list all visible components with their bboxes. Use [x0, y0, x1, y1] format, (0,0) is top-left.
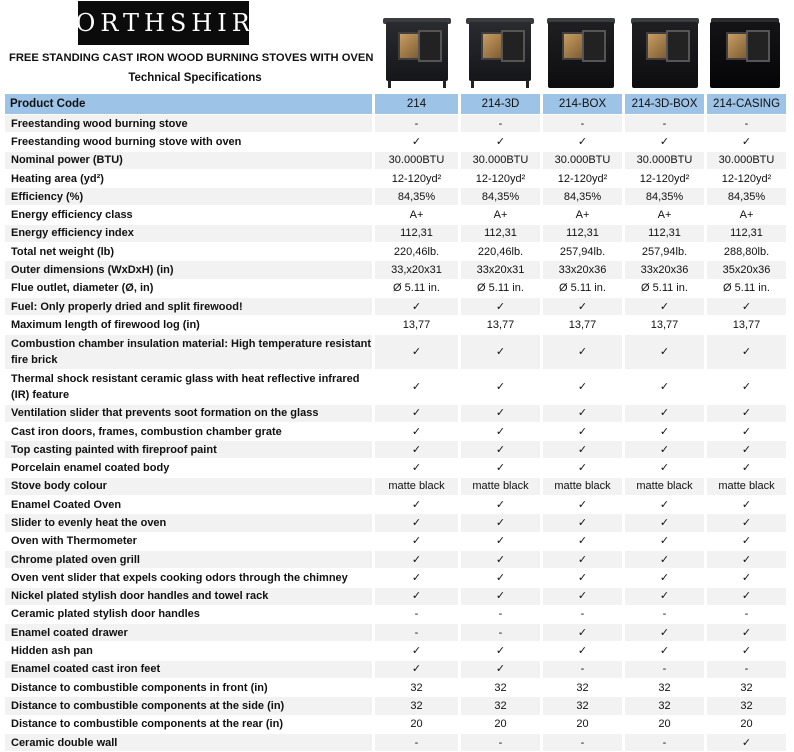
spec-cell: ✓: [707, 624, 786, 642]
table-row: [5, 316, 786, 334]
row-label: Enamel coated drawer: [5, 624, 375, 642]
spec-cell: ✓: [625, 441, 707, 459]
spec-cell: ✓: [461, 533, 543, 551]
row-label: Total net weight (lb): [5, 243, 375, 261]
spec-cell: 112,31: [375, 225, 461, 243]
row-label: Energy efficiency index: [5, 225, 375, 243]
stove-image-214-3d-box: [630, 14, 700, 90]
spec-cell: -: [707, 115, 786, 133]
row-label: Outer dimensions (WxDxH) (in): [5, 261, 375, 279]
spec-cell: ✓: [543, 335, 625, 370]
spec-cell: ✓: [707, 514, 786, 532]
table-row: [5, 441, 786, 459]
spec-cell: 112,31: [625, 225, 707, 243]
spec-cell: ✓: [461, 335, 543, 370]
spec-cell: ✓: [461, 514, 543, 532]
spec-cell: 30.000BTU: [543, 152, 625, 170]
spec-cell: Ø 5.11 in.: [461, 280, 543, 298]
spec-cell: Ø 5.11 in.: [543, 280, 625, 298]
spec-cell: ✓: [543, 370, 625, 405]
row-label: Chrome plated oven grill: [5, 551, 375, 569]
spec-cell: 32: [707, 679, 786, 697]
table-row: [5, 115, 786, 133]
table-row: [5, 152, 786, 170]
spec-cell: 13,77: [625, 316, 707, 334]
table-row: [5, 170, 786, 188]
spec-cell: ✓: [543, 533, 625, 551]
spec-cell: ✓: [375, 496, 461, 514]
spec-cell: ✓: [375, 370, 461, 405]
spec-cell: -: [707, 606, 786, 624]
table-row: [5, 280, 786, 298]
spec-cell: 84,35%: [461, 188, 543, 206]
spec-cell: 12-120yd²: [707, 170, 786, 188]
spec-cell: ✓: [543, 298, 625, 316]
spec-cell: ✓: [625, 533, 707, 551]
spec-cell: ✓: [625, 423, 707, 441]
table-row: [5, 716, 786, 734]
spec-cell: ✓: [461, 441, 543, 459]
spec-cell: ✓: [707, 459, 786, 477]
spec-cell: 288,80lb.: [707, 243, 786, 261]
table-row: [5, 514, 786, 532]
row-label: Maximum length of firewood log (in): [5, 316, 375, 334]
row-label: Freestanding wood burning stove: [5, 115, 375, 133]
row-label: Oven vent slider that expels cooking odors through the chimney: [5, 569, 375, 587]
spec-cell: -: [375, 734, 461, 752]
spec-cell: 20: [375, 716, 461, 734]
spec-cell: 32: [461, 697, 543, 715]
spec-cell: 257,94lb.: [543, 243, 625, 261]
stove-image-214-casing: [710, 14, 780, 90]
spec-cell: ✓: [625, 405, 707, 423]
table-row: [5, 661, 786, 679]
spec-cell: ✓: [625, 569, 707, 587]
page-subtitle: Technical Specifications: [128, 72, 262, 84]
spec-cell: ✓: [461, 569, 543, 587]
spec-cell: A+: [707, 206, 786, 224]
brand-logo: NORTHSHIRE: [78, 1, 249, 45]
row-label: Slider to evenly heat the oven: [5, 514, 375, 532]
row-label: Combustion chamber insulation material: High temperature resistant fire brick: [5, 335, 375, 370]
table-row: [5, 624, 786, 642]
spec-cell: ✓: [375, 441, 461, 459]
table-row: [5, 533, 786, 551]
spec-cell: matte black: [625, 478, 707, 496]
spec-cell: 12-120yd²: [461, 170, 543, 188]
table-row: [5, 569, 786, 587]
row-label: Distance to combustible components at the side (in): [5, 697, 375, 715]
spec-cell: ✓: [543, 551, 625, 569]
row-label: Distance to combustible components in front (in): [5, 679, 375, 697]
spec-cell: Ø 5.11 in.: [625, 280, 707, 298]
stove-image-214-box: [546, 14, 616, 90]
row-label: Ventilation slider that prevents soot formation on the glass: [5, 405, 375, 423]
table-row: [5, 606, 786, 624]
spec-cell: -: [625, 606, 707, 624]
spec-cell: 13,77: [707, 316, 786, 334]
spec-cell: ✓: [625, 551, 707, 569]
spec-cell: ✓: [707, 405, 786, 423]
spec-cell: -: [543, 606, 625, 624]
header-product: 214-3D: [461, 94, 543, 115]
spec-cell: ✓: [543, 588, 625, 606]
spec-cell: 257,94lb.: [625, 243, 707, 261]
spec-cell: 30.000BTU: [707, 152, 786, 170]
header-product-code: Product Code: [5, 94, 375, 115]
spec-cell: 35x20x36: [707, 261, 786, 279]
spec-cell: ✓: [543, 514, 625, 532]
spec-cell: ✓: [461, 370, 543, 405]
row-label: Nominal power (BTU): [5, 152, 375, 170]
spec-cell: -: [461, 606, 543, 624]
spec-cell: -: [461, 734, 543, 752]
spec-table-header: [5, 94, 786, 115]
spec-cell: ✓: [543, 642, 625, 660]
spec-cell: 32: [375, 679, 461, 697]
spec-cell: 32: [543, 697, 625, 715]
spec-cell: 84,35%: [375, 188, 461, 206]
table-row: [5, 370, 786, 405]
spec-cell: ✓: [375, 569, 461, 587]
table-row: [5, 588, 786, 606]
spec-cell: 112,31: [543, 225, 625, 243]
spec-cell: 12-120yd²: [625, 170, 707, 188]
table-row: [5, 243, 786, 261]
spec-cell: ✓: [461, 496, 543, 514]
table-row: [5, 478, 786, 496]
spec-cell: ✓: [375, 642, 461, 660]
spec-cell: ✓: [707, 642, 786, 660]
spec-cell: ✓: [707, 298, 786, 316]
row-label: Freestanding wood burning stove with oven: [5, 133, 375, 151]
spec-cell: 32: [625, 697, 707, 715]
spec-cell: ✓: [375, 533, 461, 551]
spec-cell: matte black: [461, 478, 543, 496]
spec-cell: -: [543, 661, 625, 679]
spec-cell: ✓: [375, 133, 461, 151]
spec-cell: ✓: [625, 133, 707, 151]
spec-cell: ✓: [543, 569, 625, 587]
spec-cell: ✓: [707, 423, 786, 441]
spec-cell: ✓: [543, 496, 625, 514]
spec-cell: ✓: [461, 459, 543, 477]
spec-cell: ✓: [461, 405, 543, 423]
spec-cell: ✓: [375, 551, 461, 569]
spec-cell: ✓: [625, 588, 707, 606]
table-row: [5, 642, 786, 660]
spec-cell: 220,46lb.: [375, 243, 461, 261]
row-label: Porcelain enamel coated body: [5, 459, 375, 477]
stove-image-214-3d: [465, 14, 535, 90]
spec-cell: 32: [543, 679, 625, 697]
spec-cell: ✓: [707, 569, 786, 587]
spec-cell: ✓: [707, 588, 786, 606]
row-label: Stove body colour: [5, 478, 375, 496]
spec-cell: matte black: [707, 478, 786, 496]
spec-cell: ✓: [625, 370, 707, 405]
spec-cell: -: [461, 115, 543, 133]
table-row: [5, 298, 786, 316]
spec-cell: ✓: [461, 551, 543, 569]
row-label: Distance to combustible components at the rear (in): [5, 716, 375, 734]
spec-cell: 33,x20x31: [375, 261, 461, 279]
table-row: [5, 679, 786, 697]
spec-cell: ✓: [461, 423, 543, 441]
spec-cell: ✓: [625, 335, 707, 370]
spec-cell: 33x20x31: [461, 261, 543, 279]
row-label: Cast iron doors, frames, combustion chamber grate: [5, 423, 375, 441]
spec-cell: 112,31: [707, 225, 786, 243]
spec-cell: 30.000BTU: [625, 152, 707, 170]
table-row: [5, 423, 786, 441]
spec-cell: -: [375, 606, 461, 624]
stove-image-214: [382, 14, 452, 90]
row-label: Efficiency (%): [5, 188, 375, 206]
spec-cell: ✓: [461, 642, 543, 660]
table-row: [5, 405, 786, 423]
spec-cell: 112,31: [461, 225, 543, 243]
spec-cell: ✓: [625, 624, 707, 642]
spec-cell: 13,77: [461, 316, 543, 334]
header-product: 214-BOX: [543, 94, 625, 115]
row-label: Energy efficiency class: [5, 206, 375, 224]
spec-table: [5, 94, 786, 752]
row-label: Thermal shock resistant ceramic glass with heat reflective infrared (IR) feature: [5, 370, 375, 405]
header-product: 214: [375, 94, 461, 115]
row-label: Enamel coated cast iron feet: [5, 661, 375, 679]
spec-cell: 30.000BTU: [461, 152, 543, 170]
spec-cell: ✓: [625, 459, 707, 477]
spec-cell: ✓: [461, 133, 543, 151]
spec-cell: ✓: [543, 441, 625, 459]
table-row: [5, 133, 786, 151]
spec-cell: -: [461, 624, 543, 642]
header-product: 214-CASING: [707, 94, 786, 115]
row-label: Fuel: Only properly dried and split firewood!: [5, 298, 375, 316]
page-title: FREE STANDING CAST IRON WOOD BURNING STOVES WITH OVEN: [9, 52, 374, 64]
spec-cell: ✓: [375, 588, 461, 606]
spec-cell: ✓: [543, 405, 625, 423]
spec-cell: ✓: [543, 624, 625, 642]
spec-cell: -: [625, 734, 707, 752]
spec-cell: 84,35%: [625, 188, 707, 206]
spec-cell: ✓: [375, 298, 461, 316]
spec-cell: ✓: [625, 642, 707, 660]
spec-cell: matte black: [543, 478, 625, 496]
spec-cell: ✓: [707, 370, 786, 405]
spec-cell: ✓: [375, 405, 461, 423]
spec-cell: -: [375, 624, 461, 642]
spec-cell: ✓: [707, 734, 786, 752]
spec-cell: ✓: [375, 423, 461, 441]
spec-cell: ✓: [375, 661, 461, 679]
table-row: [5, 225, 786, 243]
spec-cell: ✓: [461, 298, 543, 316]
spec-cell: -: [625, 115, 707, 133]
spec-cell: ✓: [625, 298, 707, 316]
spec-cell: 12-120yd²: [375, 170, 461, 188]
spec-cell: ✓: [707, 551, 786, 569]
spec-cell: 84,35%: [543, 188, 625, 206]
spec-cell: ✓: [375, 335, 461, 370]
spec-cell: 84,35%: [707, 188, 786, 206]
spec-cell: -: [543, 734, 625, 752]
row-label: Top casting painted with fireproof paint: [5, 441, 375, 459]
table-row: [5, 496, 786, 514]
spec-cell: -: [625, 661, 707, 679]
row-label: Nickel plated stylish door handles and towel rack: [5, 588, 375, 606]
spec-cell: ✓: [625, 514, 707, 532]
spec-cell: ✓: [461, 661, 543, 679]
row-label: Hidden ash pan: [5, 642, 375, 660]
header-product: 214-3D-BOX: [625, 94, 707, 115]
table-row: [5, 551, 786, 569]
spec-cell: 33x20x36: [543, 261, 625, 279]
spec-cell: A+: [375, 206, 461, 224]
spec-cell: ✓: [461, 588, 543, 606]
spec-cell: 20: [461, 716, 543, 734]
table-row: [5, 335, 786, 370]
spec-cell: Ø 5.11 in.: [707, 280, 786, 298]
spec-cell: 13,77: [543, 316, 625, 334]
table-row: [5, 206, 786, 224]
spec-cell: 32: [375, 697, 461, 715]
spec-cell: 32: [625, 679, 707, 697]
spec-cell: ✓: [543, 423, 625, 441]
spec-cell: 32: [707, 697, 786, 715]
spec-cell: 13,77: [375, 316, 461, 334]
spec-cell: matte black: [375, 478, 461, 496]
spec-cell: ✓: [707, 335, 786, 370]
table-row: [5, 459, 786, 477]
spec-cell: ✓: [707, 533, 786, 551]
row-label: Flue outlet, diameter (Ø, in): [5, 280, 375, 298]
table-row: [5, 697, 786, 715]
spec-cell: ✓: [707, 441, 786, 459]
spec-cell: ✓: [543, 459, 625, 477]
spec-cell: 32: [461, 679, 543, 697]
row-label: Enamel Coated Oven: [5, 496, 375, 514]
spec-cell: ✓: [707, 496, 786, 514]
spec-cell: -: [543, 115, 625, 133]
spec-cell: A+: [625, 206, 707, 224]
spec-cell: ✓: [707, 133, 786, 151]
spec-cell: ✓: [543, 133, 625, 151]
spec-cell: 220,46lb.: [461, 243, 543, 261]
row-label: Heating area (yd²): [5, 170, 375, 188]
spec-cell: ✓: [375, 459, 461, 477]
table-row: [5, 188, 786, 206]
row-label: Oven with Thermometer: [5, 533, 375, 551]
row-label: Ceramic double wall: [5, 734, 375, 752]
spec-cell: ✓: [625, 496, 707, 514]
spec-cell: -: [375, 115, 461, 133]
spec-cell: A+: [543, 206, 625, 224]
spec-cell: 12-120yd²: [543, 170, 625, 188]
table-row: [5, 261, 786, 279]
row-label: Ceramic plated stylish door handles: [5, 606, 375, 624]
spec-cell: 20: [707, 716, 786, 734]
spec-cell: A+: [461, 206, 543, 224]
spec-cell: 33x20x36: [625, 261, 707, 279]
spec-cell: ✓: [375, 514, 461, 532]
spec-cell: 20: [625, 716, 707, 734]
spec-cell: -: [707, 661, 786, 679]
spec-cell: 30.000BTU: [375, 152, 461, 170]
spec-cell: 20: [543, 716, 625, 734]
spec-cell: Ø 5.11 in.: [375, 280, 461, 298]
